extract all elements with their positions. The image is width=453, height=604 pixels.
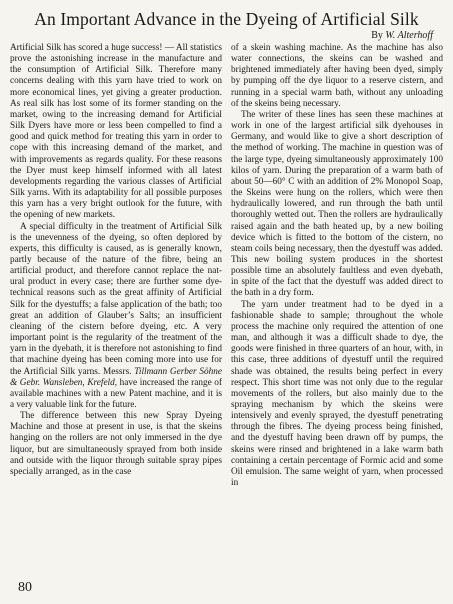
paragraph: Artificial Silk has scored a huge success! — All statistics prove the astonishing increase in the manufacture and the consumption of Artificial Silk. Therefore many concerns dealing with this yarn have tried to work on more economical lines, yet giving a greater production. As real silk has lost some of its former standing on the market, owing to the increasing demand for Artificial Silk Dyers have more or less been compelled to find a good and quick method for treating this yarn in order to cope with this increasing demand of the market, and with improvements as regards quality. For these reasons the Dyer must keep himself informed with all latest developments regarding the various classes of Artificial Silk yarns. With its adaptability for all possible purposes this yarn has a very bright outlook for the future, with the opening of new markets. bbox=[10, 43, 222, 221]
paragraph: The difference between this new Spray Dyeing Machine and those at present in use, is that the skeins hanging on the rollers are not only immersed in the dye liquor, but are simultaneously sprayed from both inside and outside with the liquor through suitable spray pipes specially arranged, as in the case bbox=[10, 411, 222, 477]
byline-prefix: By bbox=[371, 30, 383, 41]
page-number: 80 bbox=[18, 580, 32, 595]
paragraph-text: A special difficulty in the treatment of Artificial Silk is the unevenness of the dyeing, so often deplored by experts, this difficulty is caused, as is generally known, partly because of the nature of the fibre, being an artificial product, and therefore cannot replace the natural product in every case; there are further some dye-technical reasons such as the great affinity of Artificial Silk for the dyestuffs; a false application of the bath; too great an addition of Glauber’s Salts; an insufficient cleaning of the cistern before dyeing, etc. A very important point is the regularity of the treatment of the yarn in the dyebath, it is therefore not astonishing to find that machine dyeing has been coming more into use for the Artificial Silk yarns. Messrs. bbox=[10, 221, 222, 377]
right-column bbox=[231, 43, 443, 489]
paragraph: The yarn under treatment had to be dyed in a fashionable shade to sample; throughout the whole process the machine only required the attention of one man, and although it was a difficult shade to dye, the goods were finished in three quarters of an hour, with, in this case, three additions of dyestuff until the required shade was obtained, the results being perfect in every respect. This short time was not only due to the regular movements of the rollers, but also mainly due to the spraying mechanism by which the skeins were intensively and evenly sprayed, the dyestuff penetrating through the fibres. The dyeing process being finished, and the dyestuff having been drawn off by pumps, the skeins were rinsed and brightened in a lake warm bath containing a certain percentage of Formic acid and some Oil emulsion. The same weight of yarn, when processed in bbox=[231, 299, 443, 489]
byline bbox=[10, 30, 433, 42]
left-column bbox=[10, 43, 222, 489]
article-body bbox=[10, 43, 443, 489]
paragraph bbox=[10, 222, 222, 412]
firm-name: Tillmann Gerber Söhne & Gebr. Wansleben, Krefeld, bbox=[10, 366, 222, 388]
paragraph: of a skein washing machine. As the machine has also water connections, the skeins can be washed and brightened immediately after having been dyed, simply by pumping off the dye liquor to a reserve cistern, and running in a special warm bath, without any unloading of the skeins being necessary. bbox=[231, 43, 443, 109]
paragraph: The writer of these lines has seen these machines at work in one of the largest artificial silk dyehouses in Germany, and would like to give a short description of the method of working. The machine in question was of the large type, dyeing simultaneously approximately 100 kilos of yarn. During the preparation of a warm bath of about 50—60° C with an addition of 2% Monopol Soap, the Skeins were hung on the rollers, which were then hydraulically lowered, and run through the bath until thoroughly wetted out. Then the rollers are hydraulically raised again and the bath heated up, by a new boiling device which is fitted to the bottom of the cistern, no steam coils being necessary, then the dyestuff was added. This new boiling system produces in the shortest possible time an absolutely faultless and even dyebath, in spite of the fact that the dyestuff was added direct to the bath in a dry form. bbox=[231, 109, 443, 299]
paragraph-text: have increased the range of available machines with a new Patent machine, and it is a very valuable link for the future. bbox=[10, 377, 223, 410]
author-name: W. Alterhoff bbox=[385, 30, 433, 41]
article-title: An Important Advance in the Dyeing of Artificial Silk bbox=[34, 9, 419, 29]
